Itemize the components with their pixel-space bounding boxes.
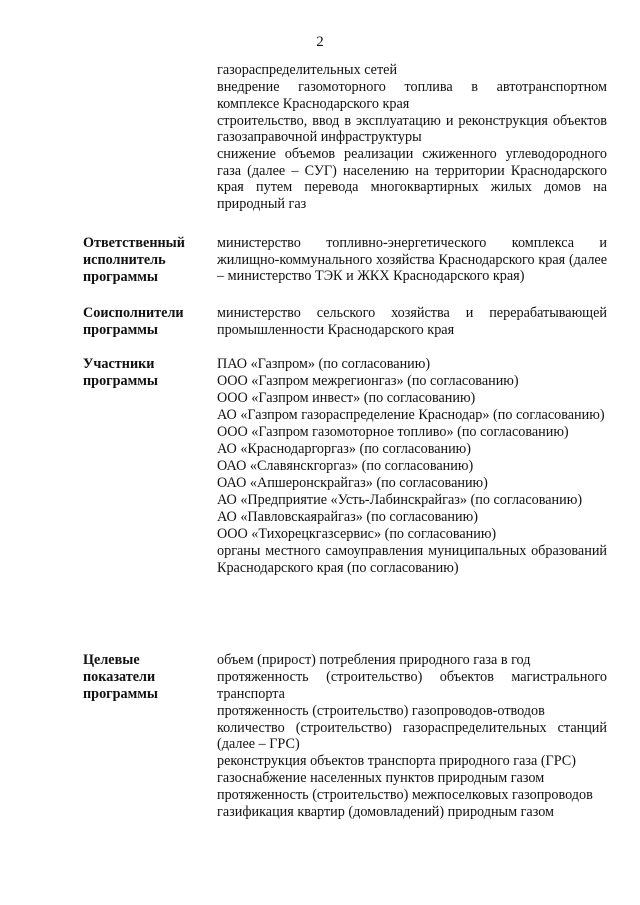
text-line: внедрение газомоторного топлива в автотранспортном комплексе Краснодарского края xyxy=(217,79,607,112)
list-item: ОАО «Апшеронскрайгаз» (по согласованию) xyxy=(217,475,488,491)
list-item: ООО «Тихорецкгазсервис» (по согласованию) xyxy=(217,526,497,542)
list-item: объем (прирост) потребления природного газа в год xyxy=(217,652,531,668)
list-item: АО «Павловскаярайгаз» (по согласованию) xyxy=(217,509,478,525)
list-item: ПАО «Газпром» (по согласованию) xyxy=(217,356,431,372)
section-content xyxy=(217,305,607,338)
list-item: протяженность (строительство) газопроводов-отводов xyxy=(217,702,545,719)
section-label: Ответственный исполнитель программы xyxy=(83,235,185,285)
list-item: протяженность (строительство) межпоселковых газопроводов xyxy=(217,787,593,803)
text-line: снижение объемов реализации сжиженного углеводородного газа (далее – СУГ) населению на территории Краснодарского края путем перевода многоквартирных жилых домов на природный газ xyxy=(217,146,607,212)
list-item: ОАО «Славянскгоргаз» (по согласованию) xyxy=(217,458,474,474)
list-item: АО «Краснодаргоргаз» (по согласованию) xyxy=(217,441,472,457)
list-item: ООО «Газпром газомоторное топливо» (по согласованию) xyxy=(217,424,569,440)
list-item: АО «Газпром газораспределение Краснодар» (по согласованию) xyxy=(217,407,605,423)
list-item: газификация квартир (домовладений) природным газом xyxy=(217,804,555,820)
section-label: Участники программы xyxy=(83,356,158,389)
section-content xyxy=(217,652,607,821)
list-item: газоснабжение населенных пунктов природным газом xyxy=(217,770,545,786)
list-item: органы местного самоуправления муниципальных образований Краснодарского края (по согласованию) xyxy=(217,543,607,576)
text-line: строительство, ввод в эксплуатацию и реконструкция объектов газозаправочной инфраструктуры xyxy=(217,112,607,145)
text-line: министерство топливно-энергетического комплекса и жилищно-коммунального хозяйства Краснодарского края (далее – министерство ТЭК и ЖКХ Краснодарского края) xyxy=(217,235,607,284)
list-item: протяженность (строительство) объектов магистрального транспорта xyxy=(217,669,607,702)
list-item: количество (строительство) газораспределительных станций (далее – ГРС) xyxy=(217,719,607,752)
list-item: АО «Предприятие «Усть-Лабинскрайгаз» (по согласованию) xyxy=(217,492,583,508)
section-label: Соисполнители программы xyxy=(83,305,184,338)
section-content xyxy=(217,356,607,576)
text-line: министерство сельского хозяйства и перерабатывающей промышленности Краснодарского края xyxy=(217,305,607,338)
list-item: ООО «Газпром инвест» (по согласованию) xyxy=(217,390,476,406)
continuation-content xyxy=(217,62,607,212)
list-item: реконструкция объектов транспорта природного газа (ГРС) xyxy=(217,753,576,769)
section-label: Целевые показатели программы xyxy=(83,652,158,702)
page-number: 2 xyxy=(316,34,324,50)
text-line: газораспределительных сетей xyxy=(217,62,398,78)
section-content xyxy=(217,235,607,285)
list-item: ООО «Газпром межрегионгаз» (по согласованию) xyxy=(217,373,519,389)
